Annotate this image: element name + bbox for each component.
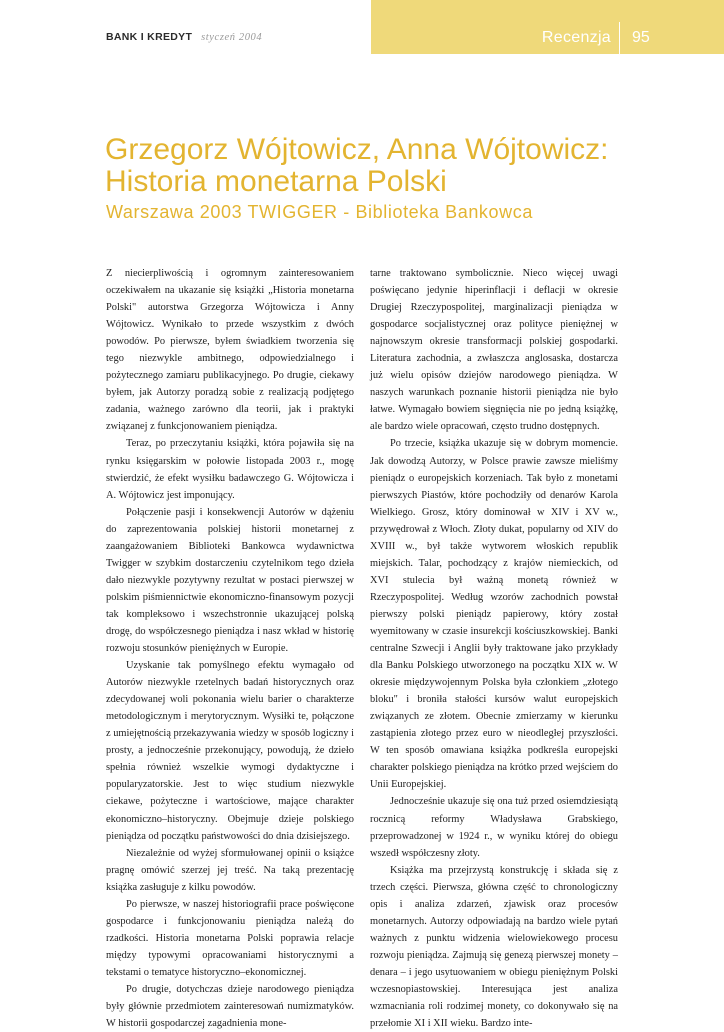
header-divider	[619, 22, 620, 54]
paragraph: Uzyskanie tak pomyślnego efektu wymagało od Autorów niezwykle rzetelnych badań historycznych oraz zdecydowanej woli pokonania wielu barier o charakterze metodologicznym i merytorycznym. Wysiłki te, połączone z umiejętnością przekazywania wiedzy w sposób logiczny i prosty, a jednocześnie przekonujący, powodują, że dzieło spełnia również wszelkie wymogi dydaktyczne i popularyzatorskie. Jest to więc studium niezwykle ciekawe, pożyteczne i wartościowe, mające charakter ekonomiczno–historyczny. Obejmuje dzieje polskiego pieniądza od początku państwowości do dnia dzisiejszego.	[106, 660, 354, 842]
section-label: Recenzja	[541, 29, 611, 46]
paragraph: Niezależnie od wyżej sformułowanej opinii o książce pragnę omówić szerzej jej treść. Na taką prezentację książka zasługuje z kilku powodów.	[106, 847, 354, 893]
issue-date: styczeń 2004	[201, 32, 263, 43]
paragraph: Książka ma przejrzystą konstrukcję i składa się z trzech części. Pierwsza, główna część to chronologiczny opis i analiza zdarzeń, zjawisk oraz procesów monetarnych. Autorzy odpowiadają na bardzo wiele pytań ważnych z punktu widzenia wielowiekowego procesu rozwoju pieniądza. Zajmują się genezą pierwszej monety – denara – i jego usytuowaniem w obiegu pieniężnym Polski wczesnopiastowskiej. Interesująca jest analiza wzmacniania roli rodzimej monety, co dokonywało się na przełomie XI i XII wieku. Bardzo inte-	[370, 864, 618, 1030]
paragraph: tarne traktowano symbolicznie. Nieco więcej uwagi poświęcano jedynie hiperinflacji i deflacji w okresie Drugiej Rzeczypospolitej, marginalizacji pieniądza w gospodarce socjalistycznej oraz polityce pieniężnej w najnowszym okresie transformacji polskiej gospodarki. Literatura zachodnia, a zwłaszcza anglosaska, dostarcza już wielu opisów dziejów narodowego pieniądza. W naszych warunkach poznanie historii pieniądza nie było łatwe. Wymagało bowiem sięgnięcia nie po jedną książkę, ale bardzo wiele opracowań, często trudno dostępnych.	[370, 268, 618, 433]
paragraph: Teraz, po przeczytaniu książki, która pojawiła się na rynku księgarskim w połowie listopada 2003 r., mogę stwierdzić, że efekt wysiłku badawczego G. Wójtowicza i A. Wójtowicz jest imponujący.	[106, 438, 354, 501]
paragraph: Połączenie pasji i konsekwencji Autorów w dążeniu do zaprezentowania polskiej historii monetarnej z zaangażowaniem Biblioteki Bankowca wydawnictwa Twigger w szybkim dostarczeniu czytelnikom tego dzieła dało niezwykle pozytywny rezultat w postaci pierwszej w polskim piśmiennictwie ekonomiczno-finansowym pozycji tak kompleksowo i wszechstronnie ukazującej polską drogę, do współczesnego pieniądza i nasz wkład w historię rozwoju stosunków pieniężnych w Europie.	[106, 506, 354, 655]
text-column-left	[106, 265, 354, 1032]
page-number: 95	[632, 29, 650, 46]
journal-name: BANK I KREDYT	[106, 31, 193, 43]
paragraph: Po drugie, dotychczas dzieje narodowego pieniądza były głównie przedmiotem zainteresowań numizmatyków. W historii gospodarczej zagadnienia mone-	[106, 983, 354, 1030]
text-column-right	[370, 265, 618, 1032]
paragraph: Jednocześnie ukazuje się ona tuż przed osiemdziesiątą rocznicą reformy Władysława Grabskiego, przeprowadzonej w 1924 r., w wyniku której do obiegu wszedł współczesny złoty.	[370, 796, 618, 859]
running-header	[106, 31, 262, 43]
paragraph: Po pierwsze, w naszej historiografii prace poświęcone gospodarce i funkcjonowaniu pieniądza należą do rzadkości. Historia monetarna Polski poprawia relacje między typowymi opracowaniami historycznymi a tekstami o tematyce historyczno–ekonomicznej.	[106, 898, 354, 978]
article-subtitle: Warszawa 2003 TWIGGER - Biblioteka Bankowca	[106, 202, 533, 222]
paragraph: Z niecierpliwością i ogromnym zainteresowaniem oczekiwałem na ukazanie się książki „Historia monetarna Polski" autorstwa Grzegorza Wójtowicza i Anny Wójtowicz. Wynikało to przede wszystkim z dwóch powodów. Po pierwsze, byłem świadkiem tworzenia się tego niezwykle ambitnego, odpowiedzialnego i pożytecznego zamiaru publikacyjnego. Po drugie, ciekawy byłem, jak Autorzy poradzą sobie z realizacją podjętego zadania, ważnego zarówno dla teorii, jak i praktyki związanej z funkcjonowaniem pieniądza.	[106, 268, 354, 433]
paragraph: Po trzecie, książka ukazuje się w dobrym momencie. Jak dowodzą Autorzy, w Polsce prawie zawsze mieliśmy pieniądz o europejskich korzeniach. Tak było z monetami pierwszych Piastów, które pochodziły od denarów Karola Wielkiego. Grosz, który dominował w XIV i XV w., przywędrował z Włoch. Złoty dukat, popularny od XIV do XVIII w., był także wytworem włoskich republik miejskich. Talar, pochodzący z krajów niemieckich, od XVI stulecia był ważną monetą również w Rzeczypospolitej. Według wzorów zachodnich powstał pierwszy polski pieniądz papierowy, który został wyemitowany w czasie insurekcji kościuszkowskiej. Banki centralne Szwecji i Anglii były traktowane jako przykłady dla Banku Polskiego utworzonego na początku XIX w. W okresie międzywojennym Polska była członkiem „złotego bloku" i broniła stałości kursów walut europejskich związanych ze złotem. Obecnie zmierzamy w kierunku zastąpienia złotego przez euro w nieodległej przyszłości. W ten sposób omawiana książka podkreśla europejski charakter polskiego pieniądza na krótko przed wejściem do Unii Europejskiej.	[370, 438, 618, 791]
article-title: Grzegorz Wójtowicz, Anna Wójtowicz: Historia monetarna Polski	[105, 133, 609, 198]
